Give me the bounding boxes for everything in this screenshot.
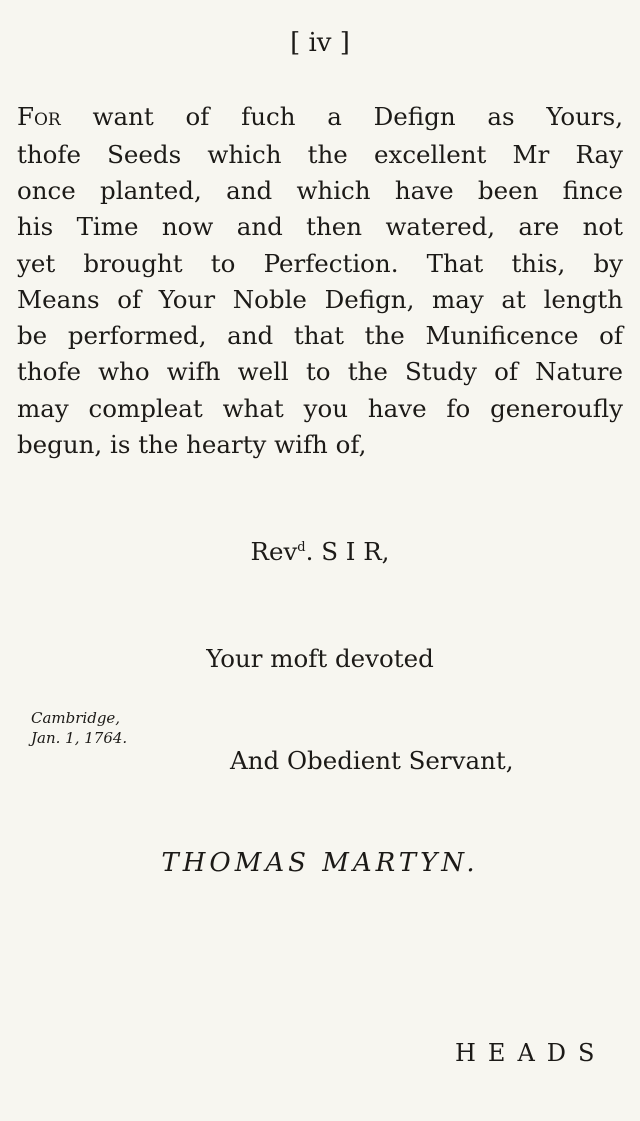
dateline-place: Cambridge,: [31, 709, 121, 727]
paragraph-line-9: may compleat what you have fo generoufly: [17, 394, 623, 423]
paragraph-line-7: be performed, and that the Munificence of: [17, 321, 623, 350]
closing-line-2: And Obedient Servant,: [230, 746, 514, 775]
closing-line-1: Your moft devoted: [206, 644, 434, 673]
paragraph-line-3: once planted, and which have been fince: [17, 176, 623, 205]
lead-word: For: [17, 102, 61, 131]
salutation: Rev$^d$. S I R,: [250, 537, 390, 566]
paragraph-line-5: yet brought to Perfection. That this, by: [17, 249, 623, 278]
paragraph-line-8: thofe who wifh well to the Study of Nature: [17, 357, 623, 386]
paragraph-line-6: Means of Your Noble Defign, may at length: [17, 285, 623, 314]
page-number: [ iv ]: [290, 28, 350, 58]
paragraph-line-4: his Time now and then watered, are not: [17, 212, 623, 241]
catchword: HEADS: [455, 1039, 607, 1067]
dateline-date: Jan. 1, 1764.: [31, 729, 128, 747]
paragraph-line-1: For want of fuch a Defign as Yours,: [17, 102, 623, 131]
signature: THOMAS MARTYN.: [161, 848, 479, 878]
paragraph-line-10: begun, is the hearty wifh of,: [17, 430, 367, 459]
paragraph-line-2: thofe Seeds which the excellent Mr Ray: [17, 140, 623, 169]
